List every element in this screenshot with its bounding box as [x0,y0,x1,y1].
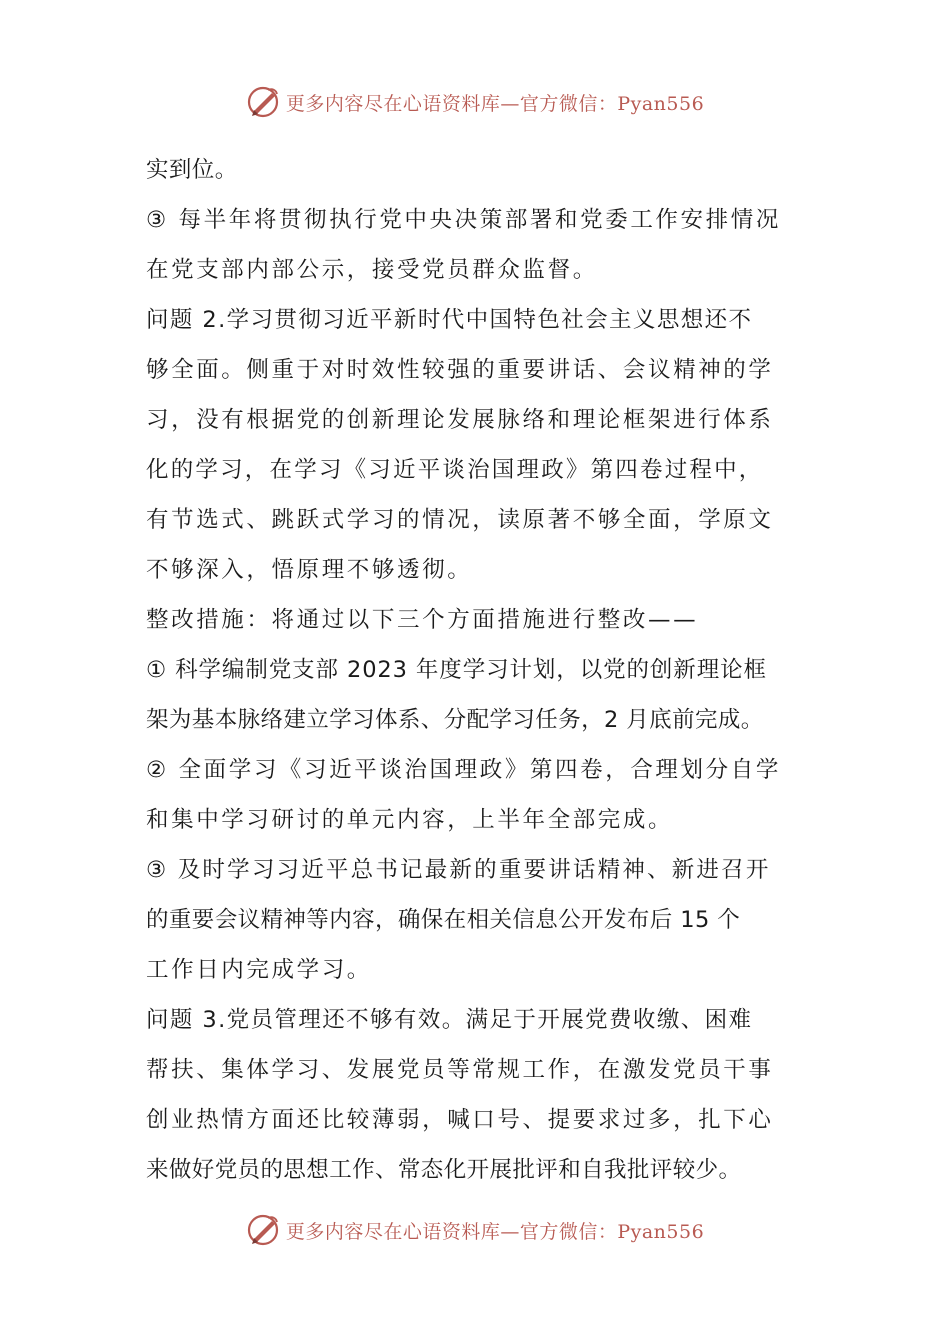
text-line: ③ 每半年将贯彻执行党中央决策部署和党委工作安排情况 [146,207,781,233]
text-line: 在党支部内部公示，接受党员群众监督。 [146,257,598,283]
text-line: 的重要会议精神等内容，确保在相关信息公开发布后 15 个 [146,907,741,933]
text-line: 实到位。 [146,157,238,183]
pen-logo-icon [246,84,282,120]
text-line: 不够深入，悟原理不够透彻。 [146,557,473,583]
text-line: 创业热情方面还比较薄弱，喊口号、提要求过多，扎下心 [146,1107,774,1133]
text-line: 来做好党员的思想工作、常态化开展批评和自我批评较少。 [146,1157,742,1183]
text-line: 问题 3.党员管理还不够有效。满足于开展党费收缴、困难 [146,1007,753,1033]
text-line: 问题 2.学习贯彻习近平新时代中国特色社会主义思想还不 [146,307,753,333]
text-line: ② 全面学习《习近平谈治国理政》第四卷，合理划分自学 [146,757,781,783]
text-line: ① 科学编制党支部 2023 年度学习计划，以党的创新理论框 [146,657,767,683]
watermark-header [0,82,950,122]
document-body [146,145,811,1195]
watermark-text: 更多内容尽在心语资料库—官方微信：Pyan556 [285,1220,705,1243]
pen-logo-icon [246,1212,282,1248]
text-line: 和集中学习研讨的单元内容，上半年全部完成。 [146,807,674,833]
text-line: 帮扶、集体学习、发展党员等常规工作，在激发党员干事 [146,1057,774,1083]
text-line: 工作日内完成学习。 [146,957,372,983]
text-line: 习，没有根据党的创新理论发展脉络和理论框架进行体系 [146,407,774,433]
text-line: 化的学习，在学习《习近平谈治国理政》第四卷过程中， [146,457,764,483]
watermark-footer [0,1210,950,1250]
text-line: 够全面。侧重于对时效性较强的重要讲话、会议精神的学 [146,357,774,383]
text-line: 架为基本脉络建立学习体系、分配学习任务，2 月底前完成。 [146,707,764,733]
text-line: 整改措施：将通过以下三个方面措施进行整改—— [146,607,699,633]
text-line: 有节选式、跳跃式学习的情况，读原著不够全面，学原文 [146,507,774,533]
text-line: ③ 及时学习习近平总书记最新的重要讲话精神、新进召开 [146,857,771,883]
watermark-text: 更多内容尽在心语资料库—官方微信：Pyan556 [285,92,705,115]
